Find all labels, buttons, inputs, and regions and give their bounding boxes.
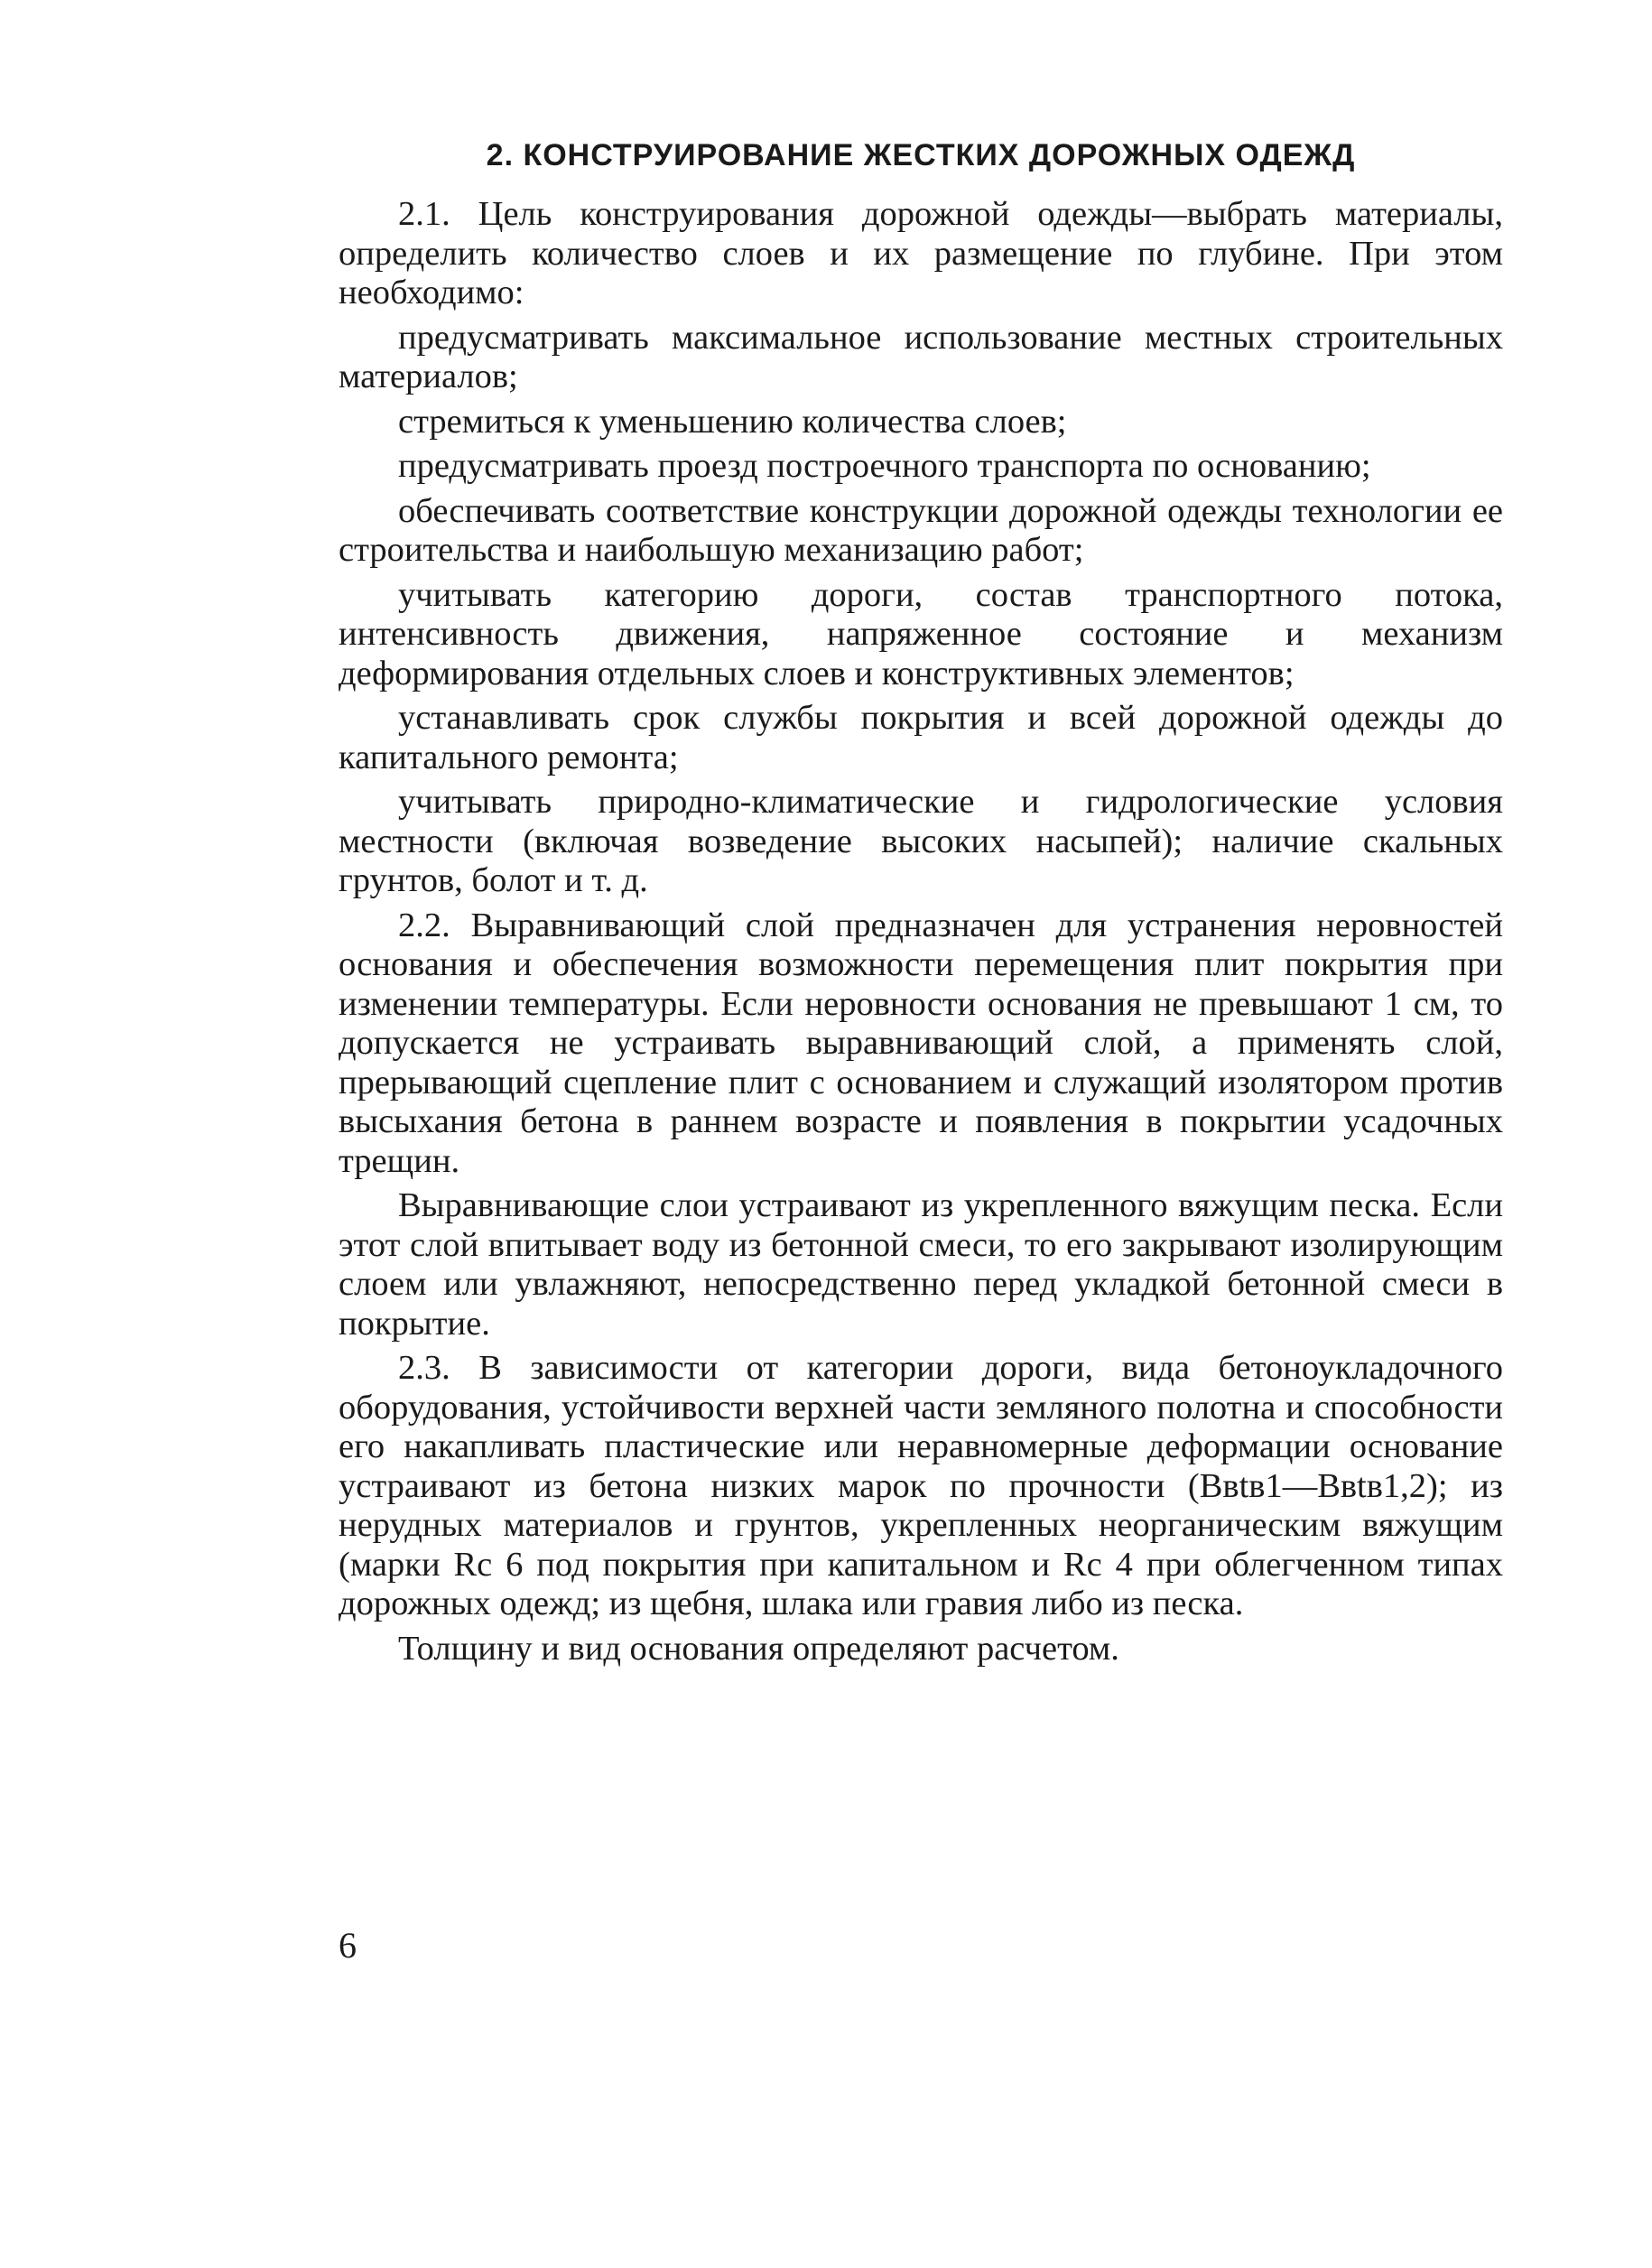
list-item-local-materials: предусматривать максимальное использование местных строительных материалов;	[339, 318, 1503, 395]
list-item-reduce-layers: стремиться к уменьшению количества слоев;	[398, 402, 1067, 441]
document-page	[339, 135, 1503, 1674]
list-item-climate-conditions: учитывать природно-климатические и гидрологические условия местности (включая возведение высоких насыпей); наличие скальных грунтов, болот и т. д.	[339, 783, 1503, 899]
paragraph-2-1: 2.1. Цель конструирования дорожной одежды—выбрать материалы, определить количество слоев и их размещение по глубине. При этом необходимо:	[339, 195, 1503, 311]
list-item-service-life: устанавливать срок службы покрытия и всей дорожной одежды до капитального ремонта;	[339, 699, 1503, 776]
list-item-road-category: учитывать категорию дороги, состав транспортного потока, интенсивность движения, напряженное состояние и механизм деформирования отдельных слоев и конструктивных элементов;	[339, 575, 1503, 692]
list-item-construction-transport: предусматривать проезд построечного транспорта по основанию;	[398, 447, 1371, 485]
page-number: 6	[339, 1925, 357, 1966]
paragraph-2-3: 2.3. В зависимости от категории дороги, вида бетоноукладочного оборудования, устойчивости верхней части земляного полотна и способности его накапливать пластические или неравномерные деформации основание устраивают из бетона низких марок по прочности (Bвtв1—Bвtв1,2); из нерудных материалов и грунтов, укрепленных неорганическим вяжущим (марки Rс 6 под покрытия при капитальном и Rс 4 при облегченном типах дорожных одежд; из щебня, шлака или гравия либо из песка.	[339, 1349, 1503, 1622]
section-heading: 2. КОНСТРУИРОВАНИЕ ЖЕСТКИХ ДОРОЖНЫХ ОДЕЖД	[486, 138, 1356, 172]
paragraph-thickness: Толщину и вид основания определяют расчетом.	[398, 1629, 1119, 1668]
paragraph-2-2: 2.2. Выравнивающий слой предназначен для устранения неровностей основания и обеспечения возможности перемещения плит покрытия при изменении температуры. Если неровности основания не превышают 1 см, то допускается не устраивать выравнивающий слой, а применять слой, прерывающий сцепление плит с основанием и служащий изолятором против высыхания бетона в раннем возрасте и появления в покрытии усадочных трещин.	[339, 906, 1503, 1180]
paragraph-leveling-layers: Выравнивающие слои устраивают из укрепленного вяжущим песка. Если этот слой впитывает воду из бетонной смеси, то его закрывают изолирующим слоем или увлажняют, непосредственно перед укладкой бетонной смеси в покрытие.	[339, 1186, 1503, 1343]
list-item-technology-mechanization: обеспечивать соответствие конструкции дорожной одежды технологии ее строительства и наибольшую механизацию работ;	[339, 491, 1503, 569]
